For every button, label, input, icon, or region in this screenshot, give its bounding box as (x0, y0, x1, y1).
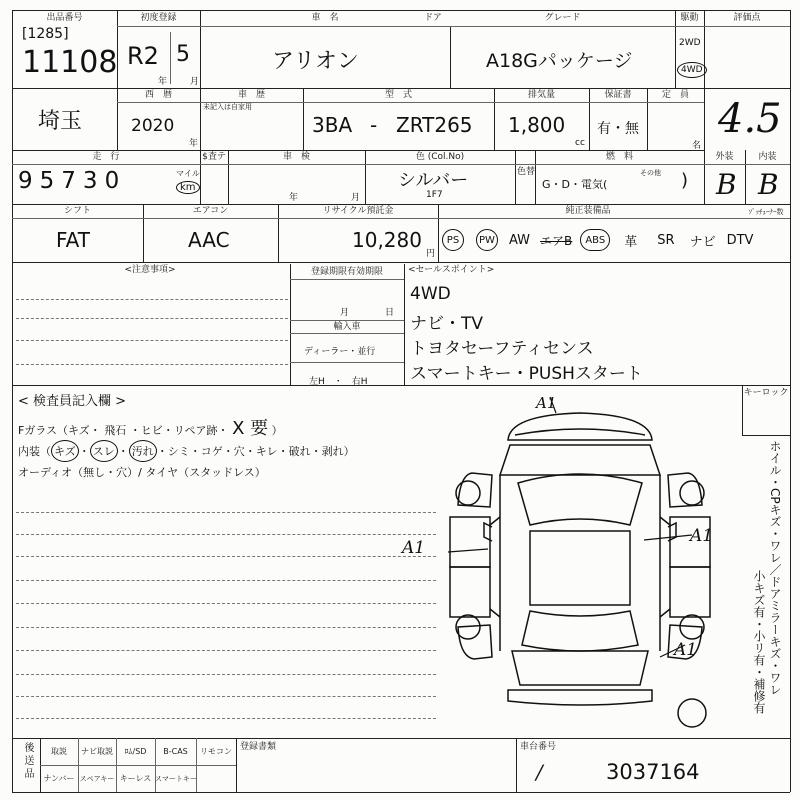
mileage-unit-km: km (176, 181, 200, 194)
rule (170, 32, 171, 84)
rule (12, 385, 790, 386)
note-line (16, 534, 436, 535)
car-name: アリオン (272, 49, 359, 74)
equipment-label: 純正装備品 (565, 206, 611, 216)
displacement-label: 排気量 (527, 90, 555, 100)
rule (290, 264, 291, 385)
month-unit: 月 (190, 77, 200, 87)
inspector-audio: オーディオ（無し・穴）/ タイヤ（スタッドレス） (18, 466, 266, 479)
fuel-value: G・D・電気( (542, 178, 608, 191)
interior-scuff: スレ (90, 440, 118, 462)
mileage-digit: 5 (39, 168, 57, 194)
eval-score: 4.5 (718, 96, 782, 142)
equipment-list (442, 220, 753, 260)
drive-4wd: 4WD (677, 62, 707, 78)
rule (12, 164, 790, 165)
glass-close: ） (271, 424, 283, 437)
later-item: ナンバー (43, 774, 75, 783)
frame-right (790, 10, 791, 792)
note-line (16, 318, 288, 319)
color-no: 1F7 (426, 190, 443, 200)
rear-window (522, 611, 638, 651)
rule (12, 738, 790, 739)
reg-day-unit: 日 (385, 308, 395, 318)
mark-line (644, 535, 692, 540)
sales-label: <セールスポイント> (408, 265, 495, 275)
later-item: キーレス (119, 774, 152, 783)
left-rear-door (450, 567, 490, 617)
rule (117, 26, 790, 27)
color-value: シルバー (398, 170, 469, 191)
note-line (16, 718, 436, 719)
hood (500, 445, 660, 475)
interior-rest: ・シミ・コゲ・穴・キレ・破れ・剥れ） (156, 445, 355, 458)
dealer-option: ディーラー・並行 (304, 347, 376, 357)
front-bumper (508, 413, 652, 440)
rule (290, 333, 404, 334)
shift-label: シフト (63, 206, 91, 216)
capacity-label: 定 員 (661, 90, 689, 100)
note-line (16, 603, 436, 604)
mileage-digit: 9 (18, 168, 35, 194)
lot-label: 出品番号 (46, 13, 83, 23)
left-door-link (490, 517, 500, 617)
exterior-label: 外装 (715, 152, 734, 162)
damage-mark-right: A1 (690, 526, 714, 546)
note-line (16, 650, 436, 651)
mileage-digit: 3 (82, 168, 100, 194)
rule (450, 26, 451, 88)
sa-label: $査テ (202, 152, 226, 162)
right-door-link (660, 517, 670, 617)
later-item: 取説 (51, 747, 67, 756)
side-note-damage: 小キズ有・小リ有・補修有 (752, 570, 766, 714)
door-label: ドア (424, 13, 442, 23)
note-line (16, 556, 436, 557)
rule (12, 218, 790, 219)
equip-ps: PS (442, 229, 464, 251)
location: 埼玉 (38, 109, 83, 134)
color-change-label: 色替 (517, 167, 536, 177)
rule (236, 738, 237, 792)
rule (515, 150, 516, 204)
mark-line (448, 549, 488, 552)
later-item: スペアキー (79, 775, 115, 783)
left-rear-fender (458, 625, 492, 659)
ac-value: AAC (188, 228, 230, 252)
inspection-label: 車 検 (282, 152, 310, 162)
equip-aw: AW (509, 232, 531, 248)
later-item: ﾛﾑ/SD (124, 747, 147, 756)
exterior-grade: B (716, 168, 737, 201)
later-item: ナビ取説 (81, 747, 113, 756)
later-item: B-CAS (163, 747, 188, 756)
note-line (16, 627, 436, 628)
sales-point: ナビ・TV (410, 314, 484, 334)
later-item: リモコン (200, 747, 232, 756)
rule (40, 765, 236, 766)
drive-2wd: 2WD (679, 38, 701, 48)
inspection-year-unit: 年 (289, 193, 299, 203)
model-code: ZRT265 (396, 113, 473, 137)
rule (290, 362, 404, 363)
chassis-no-label: 車台番号 (520, 742, 557, 752)
note-line (16, 512, 436, 513)
rule (742, 435, 790, 436)
windshield (518, 474, 642, 525)
equip-dtv: DTV (726, 232, 754, 248)
caution-label: <注意事項> (124, 265, 176, 275)
sales-point: トヨタセーフティセンス (410, 339, 594, 359)
later-item: スマートキー (155, 775, 197, 783)
front-bumper-line (515, 429, 645, 435)
year-unit: 年 (158, 77, 168, 87)
rule (290, 279, 404, 280)
rule (117, 10, 118, 150)
capacity-unit: 名 (692, 141, 702, 151)
chassis-number: 3037164 (606, 760, 700, 784)
mileage-unit-miles: マイル (176, 169, 200, 178)
later-items-label: 後送品 (22, 742, 33, 781)
equip-navi: ナビ (689, 234, 716, 250)
equip-abs: ABS (580, 229, 610, 251)
fuel-other: その他 (640, 169, 661, 177)
import-label: 輸入車 (333, 322, 361, 332)
side-note-wheel: ホイル・CPキズ・ワレ／ドアミラーキズ・ワレ (768, 440, 782, 696)
reg-month: 5 (176, 42, 190, 67)
mileage-digit: 7 (61, 168, 78, 194)
ac-label: エアコン (192, 206, 229, 216)
note-line (16, 364, 288, 365)
car-name-label: 車 名 (311, 13, 339, 23)
interior-scratch: キズ (51, 440, 79, 462)
rule (516, 738, 517, 792)
note-line (16, 580, 436, 581)
yen-unit: 円 (426, 249, 436, 259)
handle-option: 左H ・ 右H (309, 377, 368, 387)
glass-mark: X 要 (232, 418, 269, 439)
reg-docs-label: 登録書類 (240, 742, 277, 752)
inspector-title: < 検査員記入欄 > (18, 394, 127, 409)
year-label: 西 暦 (144, 90, 172, 100)
roof (530, 531, 630, 605)
rule (12, 262, 790, 263)
lot-number: 11108 (22, 45, 118, 80)
car-diagram (430, 395, 730, 735)
first-reg-label: 初度登録 (140, 13, 177, 23)
equip-pw: PW (476, 229, 498, 251)
interior-stain: 汚れ (129, 440, 157, 462)
sales-point: スマートキー・PUSHスタート (410, 364, 643, 384)
equip-sr: SR (657, 232, 675, 248)
damage-mark-left: A1 (402, 538, 426, 558)
rule (404, 264, 405, 385)
recycle-value: 10,280 (352, 228, 422, 252)
note-line (16, 674, 436, 675)
right-mirror (668, 523, 676, 541)
model-dash: - (370, 113, 378, 137)
lot-code: [1285] (22, 26, 69, 42)
inspector-glass (18, 414, 283, 440)
damage-mark-rear: A1 (674, 640, 698, 660)
frame-top (12, 10, 790, 11)
left-mirror (484, 523, 492, 541)
color-label: 色 (Col.No) (415, 152, 465, 162)
reg-month-unit: 月 (340, 308, 350, 318)
mileage-digit: 0 (104, 168, 122, 194)
model-label: 型 式 (384, 90, 412, 100)
fuel-close: ) (681, 170, 689, 191)
fuel-label: 燃 料 (605, 152, 633, 162)
chassis-mark: / (536, 760, 543, 784)
mileage-label: 走 行 (92, 152, 120, 162)
warranty-label: 保証書 (604, 90, 632, 100)
rear-bumper (508, 690, 652, 705)
interior-prefix: 内装（ (18, 445, 51, 458)
displacement: 1,800 (508, 113, 566, 137)
year-value: 2020 (131, 116, 175, 136)
year-unit: 年 (189, 139, 199, 149)
note-line (16, 340, 288, 341)
spare-circle (678, 699, 706, 727)
drive-label: 駆動 (680, 13, 699, 23)
rule (704, 10, 705, 204)
equipment-extra: ｿﾞｯﾁｭｰﾅｰ数 (748, 208, 784, 216)
grade: A18Gパッケージ (486, 50, 633, 72)
inspector-interior: 内装（ キズ ・ スレ ・ 汚れ ・シミ・コゲ・穴・キレ・破れ・剥れ） (18, 440, 355, 462)
era-year: R2 (127, 42, 159, 70)
note-line (16, 696, 436, 697)
sales-point: 4WD (410, 284, 451, 304)
equip-leather: 革 (624, 234, 638, 250)
damage-mark-front: A1 (536, 394, 557, 412)
mileage (18, 168, 121, 194)
eval-label: 評価点 (733, 13, 761, 23)
warranty-value: 有・無 (597, 121, 639, 137)
interior-grade: B (758, 168, 779, 201)
key-lock-label: キーロック (743, 388, 789, 398)
chassis-note: 未記入は自家用 (203, 103, 252, 111)
inspection-month-unit: 月 (351, 193, 361, 203)
frame-left (12, 10, 13, 792)
right-rear-door (670, 567, 710, 617)
reg-expiry-label: 登録期限有効期限 (310, 267, 383, 277)
interior-label: 内装 (758, 152, 777, 162)
frame-bottom (12, 792, 790, 793)
chassis-label: 車 歴 (237, 90, 265, 100)
equip-airbag: エアB (540, 233, 573, 248)
cc-unit: cc (575, 138, 585, 148)
shift-value: FAT (56, 228, 91, 252)
trunk (512, 651, 648, 685)
note-line (16, 299, 288, 300)
recycle-label: リサイクル預託金 (322, 206, 394, 216)
grade-label: グレード (544, 13, 581, 23)
model-prefix: 3BA (312, 113, 353, 137)
glass-text: Fガラス（キズ・ 飛石 ・ヒビ・リペア跡・ (18, 424, 229, 437)
